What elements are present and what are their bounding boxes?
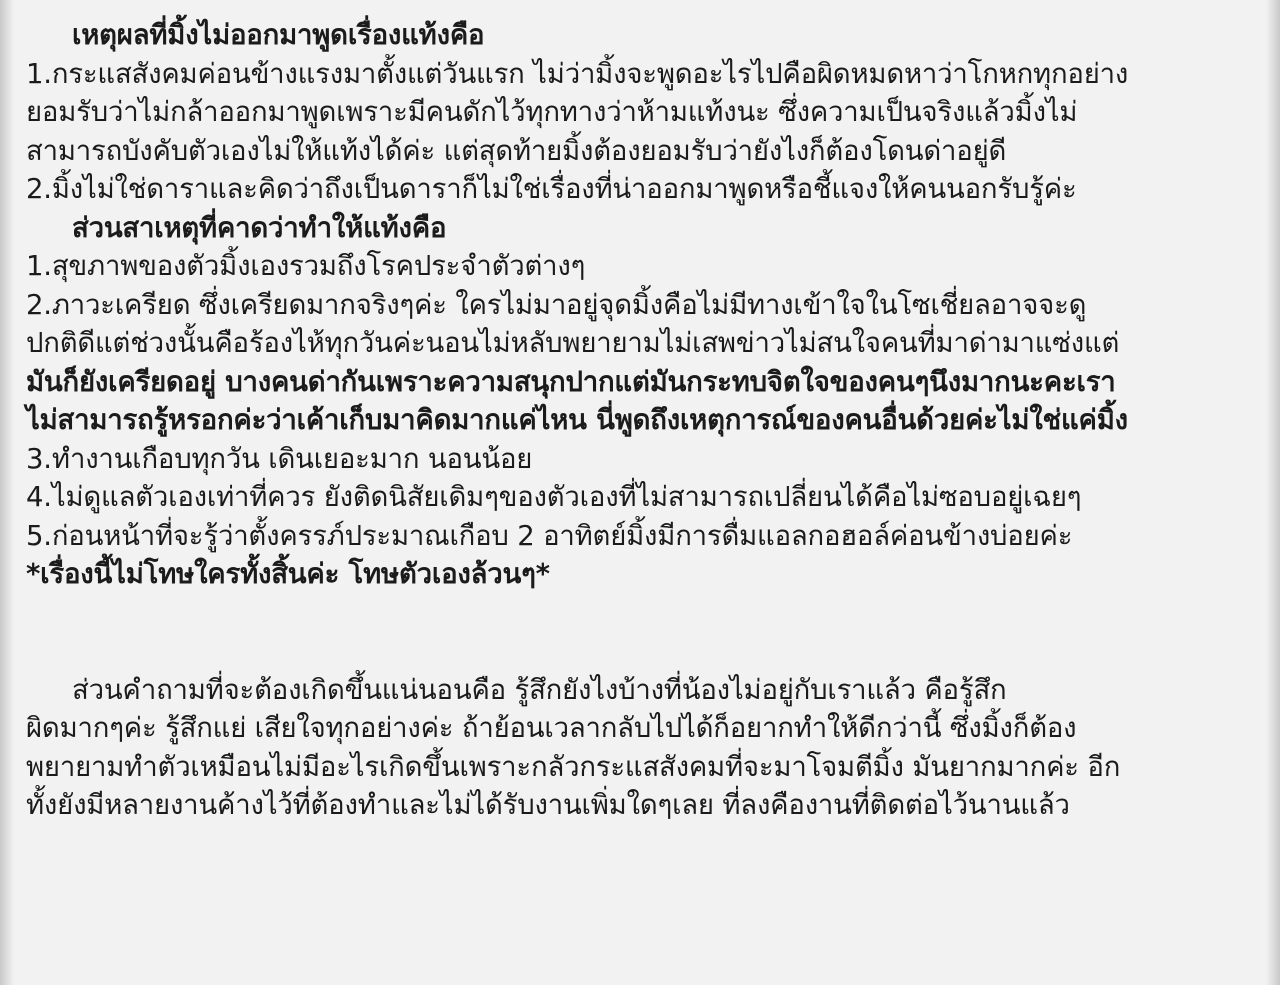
reason-1-line-1: 1.กระแสสังคมค่อนข้างแรงมาตั้งแต่วันแรก ไม่ว่ามิ้งจะพูดอะไรไปคือผิดหมดหาว่าโกหกทุกอย่าง (26, 57, 1129, 90)
reason-1-line-3: สามารถบังคับตัวเองไม่ให้แท้งได้ค่ะ แต่สุดท้ายมิ้งต้องยอมรับว่ายังไงก็ต้องโดนด่าอยู่ดี (26, 134, 1007, 167)
cause-5: 5.ก่อนหน้าที่จะรู้ว่าตั้งครรภ์ประมาณเกือบ 2 อาทิตย์มิ้งมีการดื่มแอลกอฮอล์ค่อนข้างบ่อยค่ะ (26, 519, 1073, 552)
blank-line-2 (26, 632, 1254, 671)
reasons-heading: เหตุผลที่มิ้งไม่ออกมาพูดเรื่องแท้งคือ (72, 19, 485, 51)
closing-line-2: ผิดมากๆค่ะ รู้สึกแย่ เสียใจทุกอย่างค่ะ ถ้าย้อนเวลากลับไปได้ก็อยากทำให้ดีกว่านี้ ซึ่งมิ้งก็ต้อง (26, 712, 1077, 744)
reason-2: 2.มิ้งไม่ใช่ดาราและคิดว่าถึงเป็นดาราก็ไม่ใช่เรื่องที่น่าออกมาพูดหรือชี้แจงให้คนนอกรับรู้ค่ะ (26, 173, 1077, 205)
cause-2-line-1: 2.ภาวะเครียด ซึ่งเครียดมากจริงๆค่ะ ใครไม่มาอยู่จุดมิ้งคือไม่มีทางเข้าใจในโซเชี่ยลอาจจะดู (26, 288, 1087, 321)
cause-1: 1.สุขภาพของตัวมิ้งเองรวมถึงโรคประจำตัวต่างๆ (26, 250, 586, 282)
cause-3: 3.ทำงานเกือบทุกวัน เดินเยอะมาก นอนน้อย (26, 442, 533, 475)
causes-heading: ส่วนสาเหตุที่คาดว่าทำให้แท้งคือ (72, 211, 447, 244)
cause-2-line-3: มันก็ยังเครียดอยู่ บางคนด่ากันเพราะความสนุกปากแต่มันกระทบจิตใจของคนๆนึงมากนะคะเรา (26, 365, 1116, 398)
cause-4: 4.ไม่ดูแลตัวเองเท่าที่ควร ยังติดนิสัยเดิมๆของตัวเองที่ไม่สามารถเปลี่ยนได้คือไม่ซอบอยู่เฉยๆ (26, 481, 1082, 513)
blank-line-1 (26, 594, 1254, 633)
cause-2-line-4: ไม่สามารถรู้หรอกค่ะว่าเค้าเก็บมาคิดมากแค่ไหน นี่พูดถึงเหตุการณ์ของคนอื่นด้วยค่ะไม่ใช่แค่มิ้ง (26, 404, 1128, 436)
blame-note: *เรื่องนี้ไม่โทษใครทั้งสิ้นค่ะ โทษตัวเองล้วนๆ* (26, 558, 550, 590)
cause-2-line-2: ปกติดีแต่ช่วงนั้นคือร้องไห้ทุกวันค่ะนอนไม่หลับพยายามไม่เสพข่าวไม่สนใจคนที่มาด่ามาแซ่งแต่ (26, 327, 1120, 359)
reason-1-line-2: ยอมรับว่าไม่กล้าออกมาพูดเพราะมีคนดักไว้ทุกทางว่าห้ามแท้งนะ ซึ่งความเป็นจริงแล้วมิ้งไม่ (26, 96, 1078, 128)
closing-line-1: ส่วนคำถามที่จะต้องเกิดขึ้นแน่นอนคือ รู้สึกยังไงบ้างที่น้องไม่อยู่กับเราแล้ว คือรู้สึก (72, 673, 1007, 706)
closing-line-3: พยายามทำตัวเหมือนไม่มีอะไรเกิดขึ้นเพราะกลัวกระแสสังคมที่จะมาโจมตีมิ้ง มันยากมากค่ะ อีก (26, 750, 1121, 783)
closing-line-4: ทั้งยังมีหลายงานค้างไว้ที่ต้องทำและไม่ได้รับงานเพิ่มใดๆเลย ที่ลงคืองานที่ติดต่อไว้นานแล้ว (26, 789, 1070, 821)
